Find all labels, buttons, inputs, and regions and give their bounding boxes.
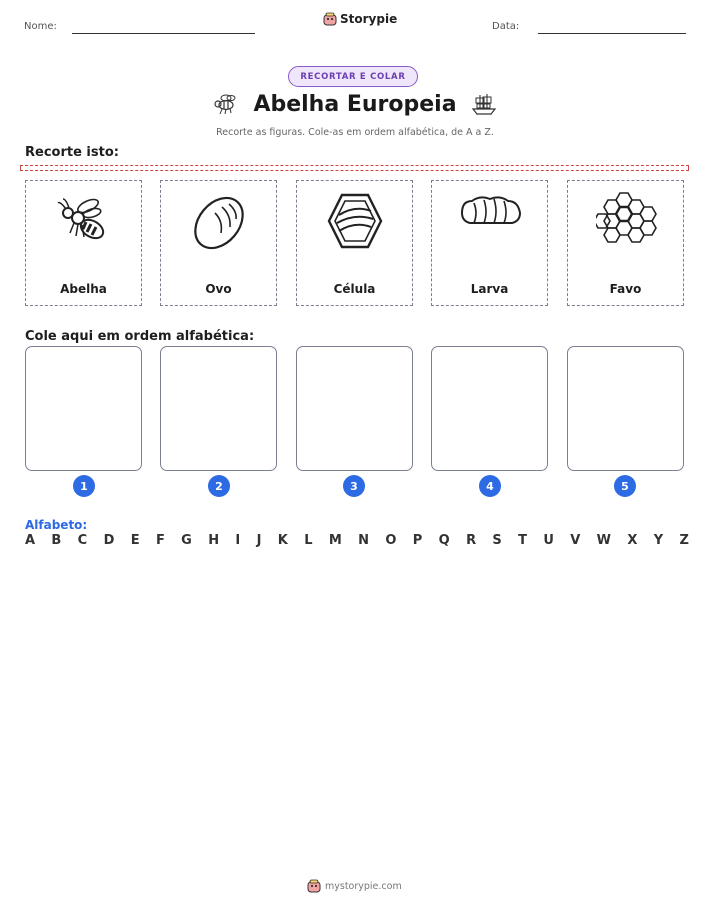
honeycomb-icon [596, 191, 658, 251]
cut-section-label: Recorte isto: [25, 145, 119, 160]
paste-box-1[interactable] [25, 346, 142, 471]
alphabet-letter: G [181, 533, 192, 548]
ship-icon [470, 91, 498, 117]
storypie-mascot-icon [323, 12, 337, 26]
alphabet-letter: D [103, 533, 115, 548]
card-label-larva: Larva [470, 282, 509, 296]
activity-badge: RECORTAR E COLAR [288, 66, 418, 87]
alphabet-letter: A [25, 533, 36, 548]
name-line[interactable] [72, 33, 255, 34]
alphabet-letter: K [277, 533, 288, 548]
brand-name: Storypie [340, 12, 398, 26]
alphabet-letter: L [304, 533, 313, 548]
cut-card-larva[interactable] [431, 180, 548, 306]
date-label: Data: [492, 21, 520, 32]
alphabet-letter: R [466, 533, 477, 548]
egg-icon [189, 191, 249, 251]
alphabet-letter: B [51, 533, 62, 548]
cut-line [20, 165, 689, 171]
footer [307, 879, 402, 893]
alphabet-letter: V [570, 533, 581, 548]
alphabet-letter: I [235, 533, 241, 548]
alphabet-letter: H [208, 533, 220, 548]
alphabet-letter: N [358, 533, 370, 548]
alphabet-letter: E [130, 533, 140, 548]
alphabet-letter: C [77, 533, 88, 548]
alphabet-letter: T [518, 533, 528, 548]
cut-card-honeycomb[interactable] [567, 180, 684, 306]
instructions: Recorte as figuras. Cole-as em ordem alfabética, de A a Z. [216, 127, 494, 138]
paste-box-3[interactable] [296, 346, 413, 471]
storypie-mascot-icon [307, 879, 321, 893]
alphabet-letter: S [492, 533, 502, 548]
alphabet-letter: W [596, 533, 612, 548]
name-label: Nome: [24, 21, 57, 32]
bee-small-icon [212, 92, 238, 116]
alphabet-letter: O [385, 533, 397, 548]
alphabet-letter: U [543, 533, 554, 548]
card-label-egg: Ovo [205, 282, 232, 296]
cut-card-bee[interactable] [25, 180, 142, 306]
cell-icon [325, 191, 385, 251]
alphabet-letter: X [627, 533, 638, 548]
alphabet-letter: Z [679, 533, 689, 548]
card-label-honeycomb: Favo [609, 282, 642, 296]
page-title: Abelha Europeia [253, 92, 457, 117]
paste-box-5[interactable] [567, 346, 684, 471]
footer-site: mystorypie.com [325, 880, 402, 892]
paste-box-4[interactable] [431, 346, 548, 471]
order-number-3: 3 [343, 475, 365, 497]
alphabet-row [25, 533, 689, 548]
cut-card-egg[interactable] [160, 180, 277, 306]
order-number-4: 4 [479, 475, 501, 497]
order-number-5: 5 [614, 475, 636, 497]
card-label-bee: Abelha [60, 282, 107, 296]
alphabet-label: Alfabeto: [25, 518, 88, 532]
order-number-2: 2 [208, 475, 230, 497]
alphabet-letter: J [256, 533, 262, 548]
alphabet-letter: Y [653, 533, 664, 548]
cut-card-cell[interactable] [296, 180, 413, 306]
alphabet-letter: P [412, 533, 423, 548]
bee-icon [54, 191, 114, 251]
paste-box-2[interactable] [160, 346, 277, 471]
larva-icon [460, 191, 524, 251]
alphabet-letter: F [155, 533, 165, 548]
brand-logo [323, 12, 397, 26]
date-line[interactable] [538, 33, 686, 34]
alphabet-letter: M [328, 533, 342, 548]
card-label-cell: Célula [333, 282, 376, 296]
paste-section-label: Cole aqui em ordem alfabética: [25, 329, 255, 344]
alphabet-letter: Q [438, 533, 450, 548]
order-number-1: 1 [73, 475, 95, 497]
